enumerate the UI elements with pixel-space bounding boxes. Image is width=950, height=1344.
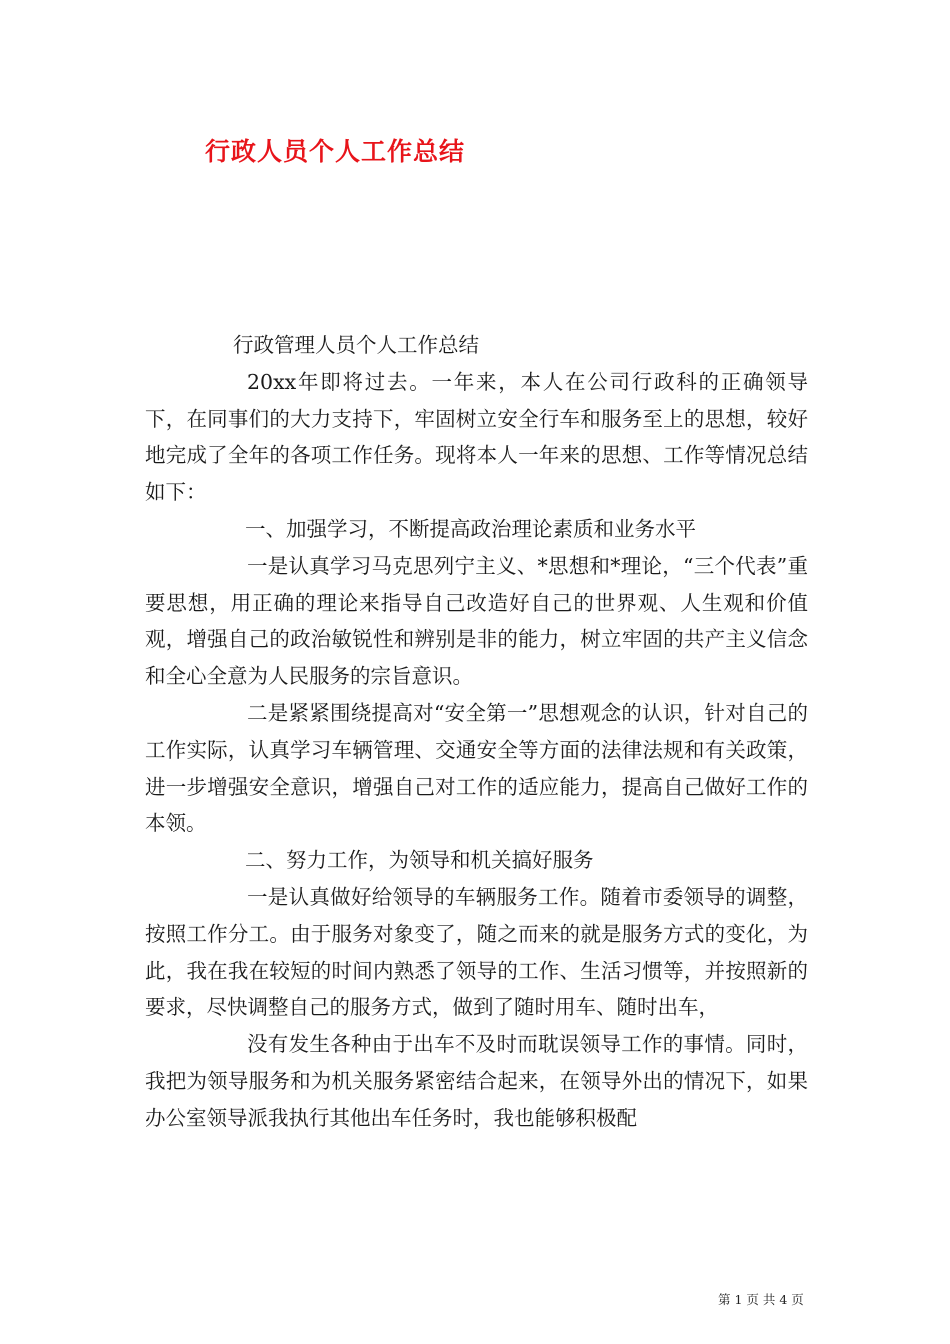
paragraph-service-2: 没有发生各种由于出车不及时而耽误领导工作的事情。同时，我把为领导服务和为机关服务紧密结合起来，在领导外出的情况下，如果办公室领导派我执行其他出车任务时，我也能够积极配: [145, 1032, 808, 1130]
paragraph-study-2: 二是紧紧围绕提高对“安全第一”思想观念的认识，针对自己的工作实际，认真学习车辆管理、交通安全等方面的法律法规和有关政策，进一步增强安全意识，增强自己对工作的适应能力，提高自己做好工作的本领。: [145, 700, 808, 836]
section-heading-1: 一、加强学习，不断提高政治理论素质和业务水平: [245, 516, 696, 541]
document-subtitle: 行政管理人员个人工作总结: [233, 333, 479, 357]
section-heading-2: 二、努力工作，为领导和机关搞好服务: [245, 848, 594, 873]
paragraph-study-1: 一是认真学习马克思列宁主义、*思想和*理论，“三个代表”重要思想，用正确的理论来指导自己改造好自己的世界观、人生观和价值观，增强自己的政治敏锐性和辨别是非的能力，树立牢固的共产主义信念和全心全意为人民服务的宗旨意识。: [145, 553, 808, 689]
paragraph-service-1: 一是认真做好给领导的车辆服务工作。随着市委领导的调整，按照工作分工。由于服务对象变了，随之而来的就是服务方式的变化，为此，我在我在较短的时间内熟悉了领导的工作、生活习惯等，并按照新的要求，尽快调整自己的服务方式，做到了随时用车、随时出车，: [145, 884, 808, 1020]
page-number-footer: 第 1 页 共 4 页: [718, 1292, 804, 1307]
document-title: 行政人员个人工作总结: [205, 137, 466, 166]
document-body: [145, 327, 808, 1137]
paragraph-intro: 20xx年即将过去。一年来，本人在公司行政科的正确领导下，在同事们的大力支持下，牢固树立安全行车和服务至上的思想，较好地完成了全年的各项工作任务。现将本人一年来的思想、工作等情况总结如下：: [145, 369, 808, 505]
